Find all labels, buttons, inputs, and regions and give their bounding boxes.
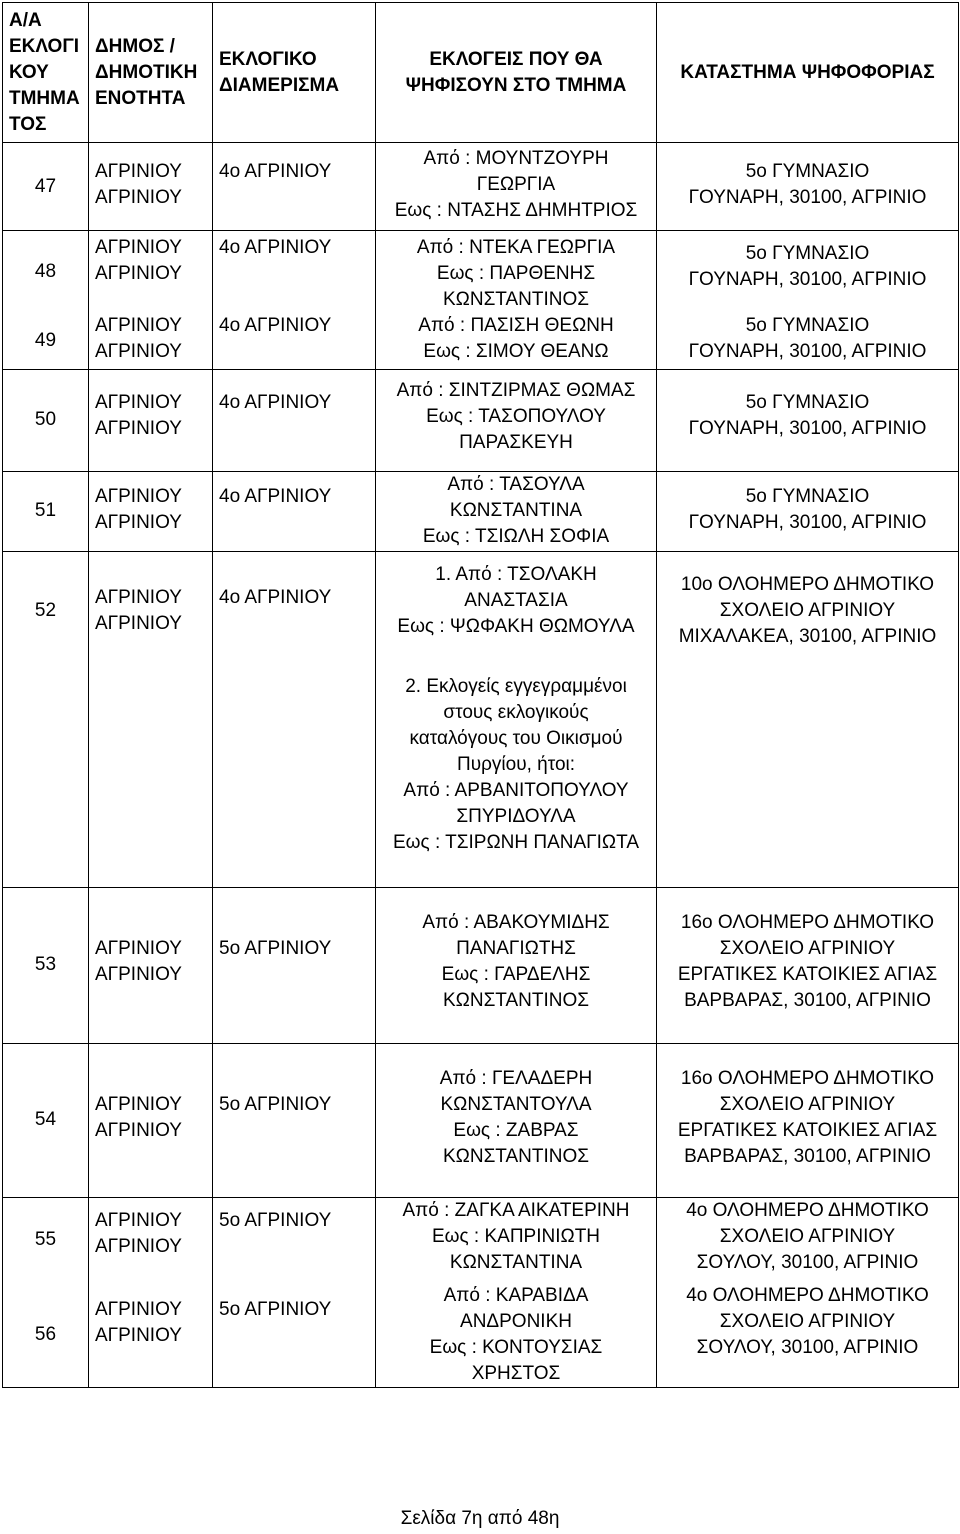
table-header-row <box>3 3 959 143</box>
municipality: ΑΓΡΙΝΙΟΥ ΑΓΡΙΝΙΟΥ <box>95 1093 182 1141</box>
voters-range: Από : ΚΑΡΑΒΙΔΑ ΑΝΔΡΟΝΙΚΗ Εως : ΚΟΝΤΟΥΣΙΑΣ ΧΡΗΣΤΟΣ <box>429 1285 603 1384</box>
municipality: ΑΓΡΙΝΙΟΥ ΑΓΡΙΝΙΟΥ <box>95 237 182 284</box>
polling-station: 5ο ΓΥΜΝΑΣΙΟ ΓΟΥΝΑΡΗ, 30100, ΑΓΡΙΝΙΟ <box>688 391 927 439</box>
section-number: 55 <box>3 1197 89 1283</box>
table-row <box>3 471 959 551</box>
polling-station: 10ο ΟΛΟΗΜΕΡΟ ΔΗΜΟΤΙΚΟ ΣΧΟΛΕΙΟ ΑΓΡΙΝΙΟΥ ΜΙΧΑΛΑΚΕΑ, 30100, ΑΓΡΙΝΙΟ <box>678 573 937 647</box>
polling-station: 5ο ΓΥΜΝΑΣΙΟ ΓΟΥΝΑΡΗ, 30100, ΑΓΡΙΝΙΟ <box>688 243 927 290</box>
table-row <box>3 231 959 314</box>
section-number: 52 <box>34 599 57 621</box>
municipality: ΑΓΡΙΝΙΟΥ ΑΓΡΙΝΙΟΥ <box>95 161 182 208</box>
voters-range: Από : ΤΑΣΟΥΛΑ ΚΩΝΣΤΑΝΤΙΝΑ Εως : ΤΣΙΩΛΗ ΣΟΦΙΑ <box>422 473 610 547</box>
voters-range: Από : ΝΤΕΚΑ ΓΕΩΡΓΙΑ Εως : ΠΑΡΘΕΝΗΣ ΚΩΝΣΤΑΝΤΙΝΟΣ <box>416 237 616 310</box>
section-number: 56 <box>3 1283 89 1388</box>
municipality: ΑΓΡΙΝΙΟΥ ΑΓΡΙΝΙΟΥ <box>95 391 182 439</box>
header-voters: ΕΚΛΟΓΕΙΣ ΠΟΥ ΘΑ ΨΗΦΙΣΟΥΝ ΣΤΟ ΤΜΗΜΑ <box>376 3 657 143</box>
municipality: ΑΓΡΙΝΙΟΥ ΑΓΡΙΝΙΟΥ <box>95 1209 182 1257</box>
electoral-district: 5ο ΑΓΡΙΝΙΟΥ <box>219 1093 332 1115</box>
table-row <box>3 369 959 471</box>
polling-station: 4ο ΟΛΟΗΜΕΡΟ ΔΗΜΟΤΙΚΟ ΣΧΟΛΕΙΟ ΑΓΡΙΝΙΟΥ ΣΟΥΛΟΥ, 30100, ΑΓΡΙΝΙΟ <box>686 1199 929 1273</box>
voters-range: Από : ΑΒΑΚΟΥΜΙΔΗΣ ΠΑΝΑΓΙΩΤΗΣ Εως : ΓΑΡΔΕΛΗΣ ΚΩΝΣΤΑΝΤΙΝΟΣ <box>422 911 610 1011</box>
polling-sections-table <box>2 2 959 1388</box>
voters-range: Από : ΜΟΥΝΤΖΟΥΡΗ ΓΕΩΡΓΙΑ Εως : ΝΤΑΣΗΣ ΔΗΜΗΤΡΙΟΣ <box>394 148 638 221</box>
voters-range: Από : ΓΕΛΑΔΕΡΗ ΚΩΝΣΤΑΝΤΟΥΛΑ Εως : ΖΑΒΡΑΣ ΚΩΝΣΤΑΝΤΙΝΟΣ <box>439 1067 593 1167</box>
electoral-district: 5ο ΑΓΡΙΝΙΟΥ <box>219 1209 332 1231</box>
municipality: ΑΓΡΙΝΙΟΥ ΑΓΡΙΝΙΟΥ <box>95 586 182 634</box>
voters-range: Από : ΖΑΓΚΑ ΑΙΚΑΤΕΡΙΝΗ Εως : ΚΑΠΡΙΝΙΩΤΗ ΚΩΝΣΤΑΝΤΙΝΑ <box>402 1199 630 1273</box>
voters-range-pyrgio: 2. Εκλογείς εγγεγραμμένοι στους εκλογικούς καταλόγους του Οικισμού Πυργίου, ήτοι: Από : ΑΡΒΑΝΙΤΟΠΟΥΛΟΥ ΣΠΥΡΙΔΟΥΛΑ Εως : ΤΣΙΡΩΝΗ ΠΑΝΑΓΙΩΤΑ <box>393 675 639 853</box>
section-number: 49 <box>3 313 89 369</box>
electoral-district: 4ο ΑΓΡΙΝΙΟΥ <box>219 391 332 413</box>
section-number: 50 <box>3 369 89 471</box>
electoral-district: 5ο ΑΓΡΙΝΙΟΥ <box>219 1299 332 1320</box>
section-number: 54 <box>3 1043 89 1197</box>
electoral-district: 4ο ΑΓΡΙΝΙΟΥ <box>219 237 332 258</box>
polling-station: 5ο ΓΥΜΝΑΣΙΟ ΓΟΥΝΑΡΗ, 30100, ΑΓΡΙΝΙΟ <box>688 161 927 208</box>
table-row <box>3 1043 959 1197</box>
header-section-number: Α/Α ΕΚΛΟΓΙ ΚΟΥ ΤΜΗΜΑ ΤΟΣ <box>3 3 89 143</box>
polling-station: 5ο ΓΥΜΝΑΣΙΟ ΓΟΥΝΑΡΗ, 30100, ΑΓΡΙΝΙΟ <box>688 485 927 533</box>
polling-station: 16ο ΟΛΟΗΜΕΡΟ ΔΗΜΟΤΙΚΟ ΣΧΟΛΕΙΟ ΑΓΡΙΝΙΟΥ ΕΡΓΑΤΙΚΕΣ ΚΑΤΟΙΚΙΕΣ ΑΓΙΑΣ ΒΑΡΒΑΡΑΣ, 30100, ΑΓΡΙΝΙΟ <box>677 1067 938 1167</box>
table-row <box>3 887 959 1043</box>
section-number: 48 <box>3 231 89 314</box>
voters-range: Από : ΠΑΣΙΣΗ ΘΕΩΝΗ Εως : ΣΙΜΟΥ ΘΕΑΝΩ <box>418 315 614 362</box>
municipality: ΑΓΡΙΝΙΟΥ ΑΓΡΙΝΙΟΥ <box>95 485 182 533</box>
voters-range: 1. Από : ΤΣΟΛΑΚΗ ΑΝΑΣΤΑΣΙΑ Εως : ΨΩΦΑΚΗ ΘΩΜΟΥΛΑ <box>397 563 635 637</box>
header-municipality: ΔΗΜΟΣ / ΔΗΜΟΤΙΚΗ ΕΝΟΤΗΤΑ <box>89 3 213 143</box>
table-row <box>3 1283 959 1388</box>
section-number: 47 <box>3 143 89 231</box>
polling-station: 4ο ΟΛΟΗΜΕΡΟ ΔΗΜΟΤΙΚΟ ΣΧΟΛΕΙΟ ΑΓΡΙΝΙΟΥ ΣΟΥΛΟΥ, 30100, ΑΓΡΙΝΙΟ <box>686 1285 929 1358</box>
table-row <box>3 1197 959 1283</box>
electoral-district: 4ο ΑΓΡΙΝΙΟΥ <box>219 586 332 608</box>
section-number: 51 <box>3 471 89 551</box>
table-row <box>3 551 959 887</box>
municipality: ΑΓΡΙΝΙΟΥ ΑΓΡΙΝΙΟΥ <box>95 937 182 985</box>
electoral-district: 4ο ΑΓΡΙΝΙΟΥ <box>219 315 332 336</box>
municipality: ΑΓΡΙΝΙΟΥ ΑΓΡΙΝΙΟΥ <box>95 315 182 362</box>
page-number: Σελίδα 7η από 48η <box>400 1508 560 1529</box>
voters-range: Από : ΣΙΝΤΖΙΡΜΑΣ ΘΩΜΑΣ Εως : ΤΑΣΟΠΟΥΛΟΥ ΠΑΡΑΣΚΕΥΗ <box>396 379 636 453</box>
electoral-district: 5ο ΑΓΡΙΝΙΟΥ <box>219 937 332 959</box>
municipality: ΑΓΡΙΝΙΟΥ ΑΓΡΙΝΙΟΥ <box>95 1299 182 1346</box>
table-row <box>3 313 959 369</box>
header-polling-station: ΚΑΤΑΣΤΗΜΑ ΨΗΦΟΦΟΡΙΑΣ <box>657 3 959 143</box>
electoral-district: 4ο ΑΓΡΙΝΙΟΥ <box>219 161 332 182</box>
header-electoral-district: ΕΚΛΟΓΙΚΟ ΔΙΑΜΕΡΙΣΜΑ <box>213 3 376 143</box>
polling-station: 16ο ΟΛΟΗΜΕΡΟ ΔΗΜΟΤΙΚΟ ΣΧΟΛΕΙΟ ΑΓΡΙΝΙΟΥ ΕΡΓΑΤΙΚΕΣ ΚΑΤΟΙΚΙΕΣ ΑΓΙΑΣ ΒΑΡΒΑΡΑΣ, 30100, ΑΓΡΙΝΙΟ <box>677 911 938 1011</box>
polling-station: 5ο ΓΥΜΝΑΣΙΟ ΓΟΥΝΑΡΗ, 30100, ΑΓΡΙΝΙΟ <box>688 315 927 362</box>
electoral-district: 4ο ΑΓΡΙΝΙΟΥ <box>219 485 332 507</box>
section-number: 53 <box>3 887 89 1043</box>
table-row <box>3 143 959 231</box>
